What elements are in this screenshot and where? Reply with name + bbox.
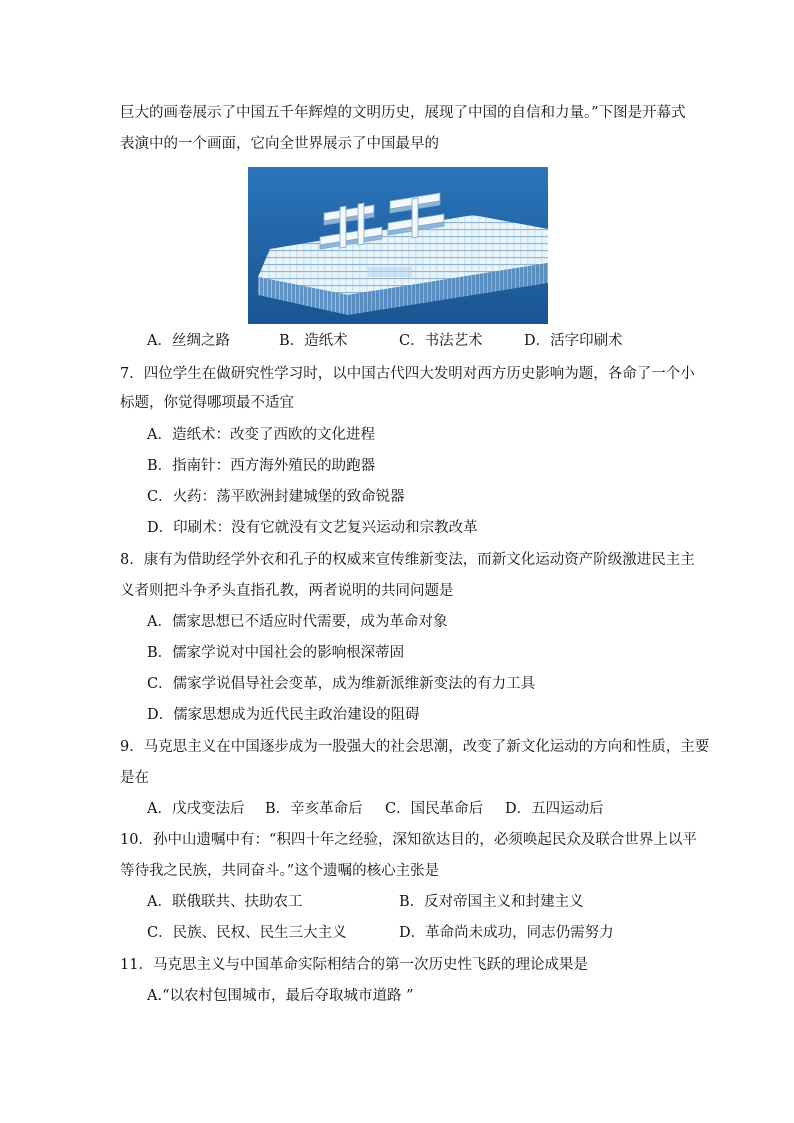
q10-stem-line-1: 10．孙中山遗嘱中有：“积四十年之经验，深知欲达目的，必须唤起民众及联合世界上以平	[120, 832, 697, 848]
q10-stem-line-2: 等待我之民族，共同奋斗。”这个遗嘱的核心主张是	[120, 863, 440, 879]
q8-stem-line-2: 义者则把斗争矛头直指孔教，两者说明的共同问题是	[120, 583, 454, 599]
q6-option-a: A．丝绸之路	[147, 333, 230, 349]
q8-option-d: D．儒家思想成为近代民主政治建设的阻碍	[147, 707, 420, 723]
q7-stem-line-2: 标题，你觉得哪项最不适宜	[120, 395, 294, 411]
q6-option-c: C．书法艺术	[399, 333, 483, 349]
q7-option-b: B．指南针：西方海外殖民的助跑器	[147, 458, 376, 474]
movable-type-printing-image	[248, 167, 548, 324]
q11-stem-line-1: 11．马克思主义与中国革命实际相结合的第一次历史性飞跃的理论成果是	[120, 957, 588, 973]
q8-stem-line-1: 8．康有为借助经学外衣和孔子的权威来宣传维新变法，而新文化运动资产阶级激进民主主	[120, 552, 695, 568]
q6-option-b: B．造纸术	[279, 333, 348, 349]
q8-option-b: B．儒家学说对中国社会的影响根深蒂固	[147, 645, 405, 661]
q9-stem-line-2: 是在	[120, 770, 149, 786]
intro-line-2: 表演中的一个画面，它向全世界展示了中国最早的	[120, 136, 439, 152]
q8-option-c: C．儒家学说倡导社会变革，成为维新派维新变法的有力工具	[147, 676, 536, 692]
q9-option-d: D．五四运动后	[505, 801, 604, 817]
printing-blocks-illustration	[248, 167, 548, 324]
q7-option-c: C．火药：荡平欧洲封建城堡的致命锐器	[147, 489, 405, 505]
q10-option-c: C．民族、民权、民生三大主义	[147, 925, 347, 941]
q9-option-c: C．国民革命后	[385, 801, 484, 817]
q10-option-d: D．革命尚未成功，同志仍需努力	[399, 925, 614, 941]
q7-stem-line-1: 7．四位学生在做研究性学习时，以中国古代四大发明对西方历史影响为题，各命了一个小	[120, 366, 695, 382]
q11-option-a: A.“以农村包围城市，最后夺取城市道路 ”	[147, 988, 414, 1004]
q7-option-a: A．造纸术：改变了西欧的文化进程	[147, 427, 375, 443]
q6-option-d: D．活字印刷术	[524, 333, 623, 349]
q9-option-b: B．辛亥革命后	[265, 801, 363, 817]
q7-option-d: D．印刷术：没有它就没有文艺复兴运动和宗教改革	[147, 520, 478, 536]
q9-stem-line-1: 9．马克思主义在中国逐步成为一股强大的社会思潮，改变了新文化运动的方向和性质，主要	[120, 739, 710, 755]
q10-option-b: B．反对帝国主义和封建主义	[399, 894, 584, 910]
q10-option-a: A．联俄联共、扶助农工	[147, 894, 303, 910]
q9-option-a: A．戊戌变法后	[147, 801, 245, 817]
q8-option-a: A．儒家思想已不适应时代需要，成为革命对象	[147, 614, 448, 630]
intro-line-1: 巨大的画卷展示了中国五千年辉煌的文明历史，展现了中国的自信和力量。”下图是开幕式	[120, 105, 686, 121]
